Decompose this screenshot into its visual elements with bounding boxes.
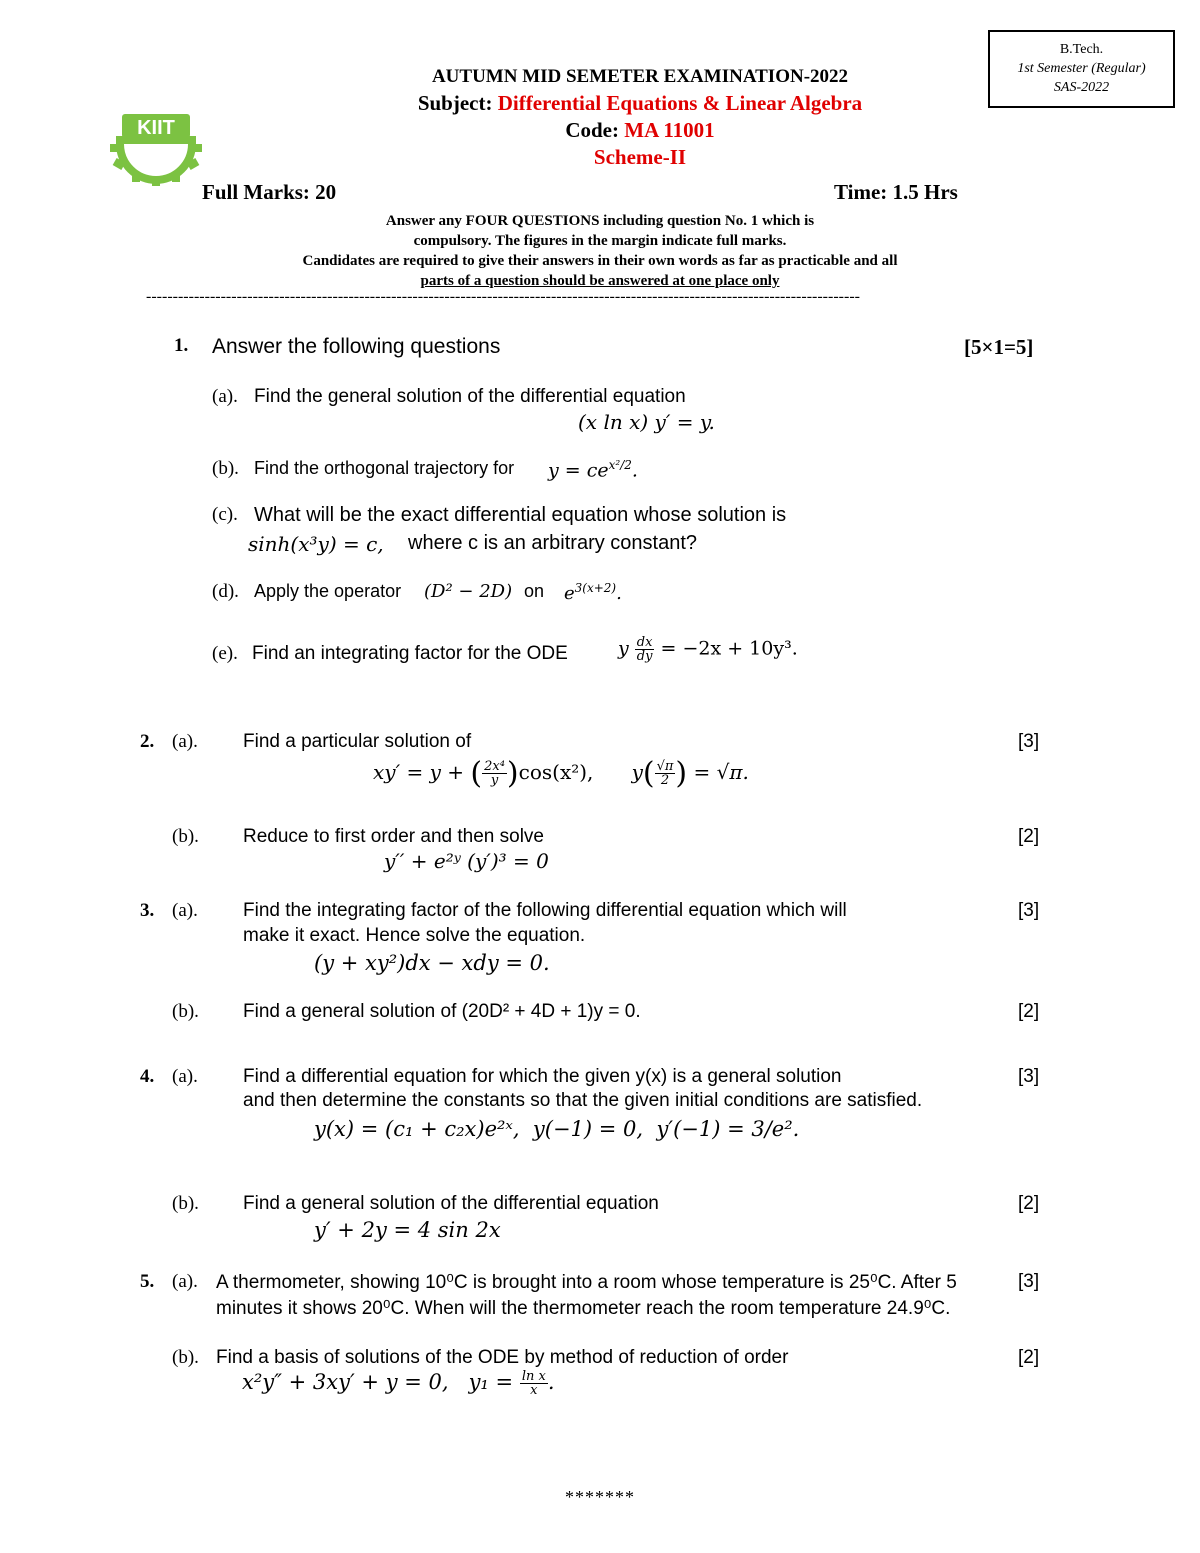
q1d-operator: (D² − 2D) — [424, 581, 513, 602]
q1e-text: Find an integrating factor for the ODE — [252, 643, 568, 664]
q2a-frac2-num: √π — [656, 759, 674, 774]
kiit-logo-icon — [108, 110, 204, 186]
q2a-label: (a). — [172, 731, 198, 752]
q2a-eq-y: y — [631, 760, 643, 784]
q1d-text: Apply the operator — [254, 581, 402, 601]
q1d-exponential — [564, 581, 622, 604]
semester-label: 1st Semester (Regular) — [1017, 61, 1146, 76]
q2a-eq-lhs: xy′ = y + — [373, 760, 465, 784]
instruction-line: Answer any FOUR QUESTIONS including question No. 1 which is — [385, 213, 815, 229]
separator: -------------------------------------------------------------------------------------------------------------------------------------- — [146, 288, 860, 305]
code-line — [300, 118, 980, 143]
program-label: B.Tech. — [1059, 42, 1104, 57]
q1b-text: Find the orthogonal trajectory for — [254, 458, 515, 478]
full-marks: Full Marks: 20 — [202, 180, 337, 204]
q5-number: 5. — [140, 1271, 155, 1292]
q1e-equation — [618, 636, 798, 663]
q3a-text1: Find the integrating factor of the following differential equation which will — [243, 900, 847, 921]
q3b-label: (b). — [172, 1001, 199, 1022]
q1b-eq-base: y = ce — [548, 459, 609, 482]
q4a-text2: and then determine the constants so that the given initial conditions are satisfied. — [243, 1090, 923, 1111]
q2a-eq-rhs: = √π. — [693, 760, 749, 784]
q5b-label: (b). — [172, 1347, 199, 1368]
q1b-eq-end: . — [631, 459, 638, 482]
q5a-marks: [3] — [1018, 1271, 1040, 1292]
q2-number: 2. — [140, 731, 155, 752]
kiit-logo — [108, 110, 204, 186]
q5b-text: Find a basis of solutions of the ODE by method of reduction of order — [216, 1347, 789, 1368]
q2a-marks: [3] — [1018, 731, 1040, 752]
subject-label: Subject: — [417, 91, 493, 115]
q1c-text: What will be the exact differential equation whose solution is — [254, 504, 787, 526]
q1b-equation — [548, 458, 638, 481]
q1e-frac-num: dx — [636, 635, 653, 650]
exam-title: AUTUMN MID SEMETER EXAMINATION-2022 — [431, 66, 849, 87]
q5b-eq-end: . — [547, 1370, 555, 1394]
q3a-equation: (y + xy²)dx − xdy = 0. — [314, 951, 550, 975]
q1d-exp-base: e — [564, 583, 575, 604]
q2a-eq-cos: cos(x²), — [518, 760, 594, 784]
q1e-label: (e). — [212, 643, 238, 664]
q1a-text: Find the general solution of the differential equation — [254, 386, 686, 407]
instruction-line: Candidates are required to give their answers in their own words as far as practicable and all — [302, 253, 898, 269]
q1e-fraction — [635, 636, 655, 663]
scheme-label: Scheme-II — [593, 145, 687, 169]
q3a-text2: make it exact. Hence solve the equation. — [243, 925, 586, 946]
q5b-marks: [2] — [1018, 1347, 1040, 1368]
session-label: SAS-2022 — [1053, 80, 1110, 95]
q1c-text2: where c is an arbitrary constant? — [408, 532, 698, 554]
q2a-fraction — [482, 760, 507, 787]
q4a-label: (a). — [172, 1066, 198, 1087]
q5b-frac-den: x — [530, 1383, 538, 1398]
q5b-fraction — [520, 1370, 548, 1397]
q3-number: 3. — [140, 900, 155, 921]
subject-line — [300, 91, 980, 116]
q5a-label: (a). — [172, 1271, 198, 1292]
q2a-fraction2 — [655, 760, 676, 787]
instructions — [200, 211, 1000, 291]
q1-text: Answer the following questions — [212, 335, 501, 358]
q4a-equation: y(x) = (c₁ + c₂x)e²ˣ, y(−1) = 0, y′(−1) = 3/e². — [314, 1117, 800, 1141]
q2b-marks: [2] — [1018, 826, 1040, 847]
q1a-label: (a). — [212, 386, 238, 407]
q4b-equation: y′ + 2y = 4 sin 2x — [314, 1218, 501, 1242]
q1d-label: (d). — [212, 581, 239, 602]
q4b-marks: [2] — [1018, 1193, 1040, 1214]
code-value: MA 11001 — [624, 118, 715, 142]
q1b-label: (b). — [212, 458, 239, 479]
q1d-exp-end: . — [616, 583, 622, 604]
q1-number: 1. — [174, 335, 189, 356]
q5a-text2: minutes it shows 20⁰C. When will the thermometer reach the room temperature 24.9⁰C. — [216, 1298, 951, 1319]
q5b-frac-num: ln x — [521, 1369, 546, 1384]
q3a-label: (a). — [172, 900, 198, 921]
instruction-line: parts of a question should be answered at one place only — [420, 273, 780, 289]
code-label: Code: — [565, 118, 619, 142]
q2a-text: Find a particular solution of — [243, 731, 472, 752]
q1d-on: on — [524, 581, 545, 601]
exam-time: Time: 1.5 Hrs — [834, 180, 958, 204]
q4-number: 4. — [140, 1066, 155, 1087]
q5b-eq-main: x²y″ + 3xy′ + y = 0, y₁ = — [242, 1370, 514, 1394]
q1-marks: [5×1=5] — [964, 335, 1034, 359]
q4b-label: (b). — [172, 1193, 199, 1214]
q2a-frac2-den: 2 — [660, 773, 670, 788]
q1c-equation: sinh(x³y) = c, — [248, 532, 384, 556]
q2a-frac-num: 2x⁴ — [484, 759, 505, 774]
q1b-eq-exponent: x²/2 — [608, 458, 632, 472]
q1e-y: y — [618, 637, 629, 660]
q2b-text: Reduce to first order and then solve — [243, 826, 545, 847]
q1d-exp-power: 3(x+2) — [574, 581, 617, 595]
footer-stars: ******* — [565, 1487, 635, 1507]
q1e-rest: = −2x + 10y³. — [660, 637, 798, 660]
q1e-frac-den: dy — [636, 649, 653, 664]
q4a-marks: [3] — [1018, 1066, 1040, 1087]
instruction-line: compulsory. The figures in the margin indicate full marks. — [413, 233, 787, 249]
q2b-equation: y′′ + e²ʸ (y′)³ = 0 — [384, 849, 549, 873]
q4a-text1: Find a differential equation for which the given y(x) is a general solution — [243, 1066, 842, 1087]
q3b-text: Find a general solution of (20D² + 4D + 1)y = 0. — [243, 1001, 641, 1022]
subject-value: Differential Equations & Linear Algebra — [497, 91, 863, 115]
q4b-text: Find a general solution of the differential equation — [243, 1193, 659, 1214]
q2a-frac-den: y — [490, 773, 499, 788]
q1a-equation: (x ln x) y′ = y. — [578, 410, 715, 434]
q2a-equation: xy′ = y + ( $\frac{\text{2x⁴}}{y}$ )cos(x²), y( $\frac{√\pi}{2}$ ) = √π. — [373, 756, 749, 791]
svg-text:KIIT: KIIT — [137, 117, 175, 139]
q3a-marks: [3] — [1018, 900, 1040, 921]
q3b-marks: [2] — [1018, 1001, 1040, 1022]
q5a-text1: A thermometer, showing 10⁰C is brought into a room whose temperature is 25⁰C. After 5 — [216, 1272, 957, 1293]
q5b-equation — [242, 1370, 555, 1397]
q2b-label: (b). — [172, 826, 199, 847]
semester-box — [988, 30, 1175, 108]
q1c-label: (c). — [212, 504, 238, 525]
